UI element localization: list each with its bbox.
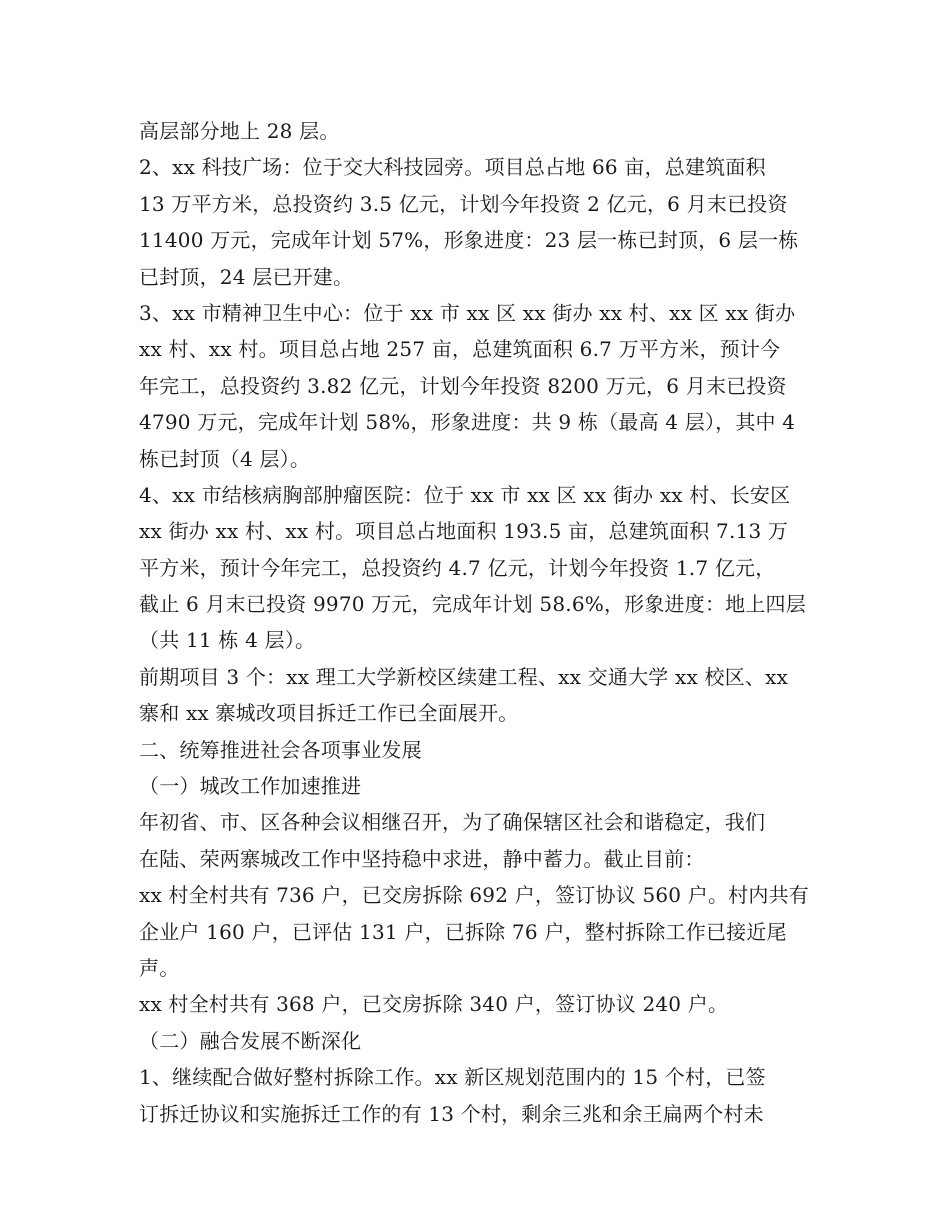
subsection-heading: （一）城改工作加速推进 [139, 774, 362, 799]
text-line: 寨和 xx 寨城改项目拆迁工作已全面展开。 [139, 701, 519, 726]
text-line: xx 村全村共有 368 户，已交房拆除 340 户，签订协议 240 户。 [139, 992, 729, 1017]
text-line: 前期项目 3 个：xx 理工大学新校区续建工程、xx 交通大学 xx 校区、xx [139, 664, 789, 689]
text-line: 截止 6 月末已投资 9970 万元，完成年计划 58.6%，形象进度：地上四层 [139, 592, 806, 617]
text-line: 年完工，总投资约 3.82 亿元，计划今年投资 8200 万元，6 月末已投资 [139, 373, 787, 398]
text-line: 2、xx 科技广场：位于交大科技园旁。项目总占地 66 亩，总建筑面积 [139, 155, 766, 180]
text-line: xx 街办 xx 村、xx 村。项目总占地面积 193.5 亩，总建筑面积 7.13 万 [139, 519, 789, 544]
text-line: 声。 [139, 955, 180, 980]
text-line: 订拆迁协议和实施拆迁工作的有 13 个村，剩余三兆和余王扁两个村未 [139, 1101, 764, 1126]
text-line: xx 村全村共有 736 户，已交房拆除 692 户，签订协议 560 户。村内共有 [139, 883, 809, 908]
text-line: 高层部分地上 28 层。 [139, 119, 340, 143]
text-line: 栋已封顶（4 层）。 [139, 446, 311, 471]
text-line: 3、xx 市精神卫生中心：位于 xx 市 xx 区 xx 街办 xx 村、xx 区 xx 街办 [139, 300, 796, 325]
text-line: 企业户 160 户，已评估 131 户，已拆除 76 户，整村拆除工作已接近尾 [139, 919, 787, 944]
text-line: 13 万平方米，总投资约 3.5 亿元，计划今年投资 2 亿元，6 月末已投资 [139, 191, 788, 216]
text-line: 4790 万元，完成年计划 58%，形象进度：共 9 栋（最高 4 层），其中 4 [139, 410, 796, 435]
document-body [139, 113, 819, 1132]
text-line: 4、xx 市结核病胸部肿瘤医院：位于 xx 市 xx 区 xx 街办 xx 村、长安区 [139, 482, 791, 507]
text-line: （共 11 栋 4 层）。 [139, 628, 316, 653]
subsection-heading: （二）融合发展不断深化 [139, 1028, 362, 1053]
text-line: 年初省、市、区各种会议相继召开，为了确保辖区社会和谐稳定，我们 [139, 810, 766, 835]
text-line: 平方米，预计今年完工，总投资约 4.7 亿元，计划今年投资 1.7 亿元， [139, 555, 776, 580]
text-line: 11400 万元，完成年计划 57%，形象进度：23 层一栋已封顶，6 层一栋 [139, 228, 799, 253]
text-line: 已封顶，24 层已开建。 [139, 264, 354, 289]
section-heading: 二、统筹推进社会各项事业发展 [139, 737, 422, 762]
text-line: 1、继续配合做好整村拆除工作。xx 新区规划范围内的 15 个村，已签 [139, 1065, 766, 1090]
text-line: 在陆、荣两寨城改工作中坚持稳中求进，静中蓄力。截止目前： [139, 846, 705, 871]
text-line: xx 村、xx 村。项目总占地 257 亩，总建筑面积 6.7 万平方米，预计今 [139, 337, 781, 362]
